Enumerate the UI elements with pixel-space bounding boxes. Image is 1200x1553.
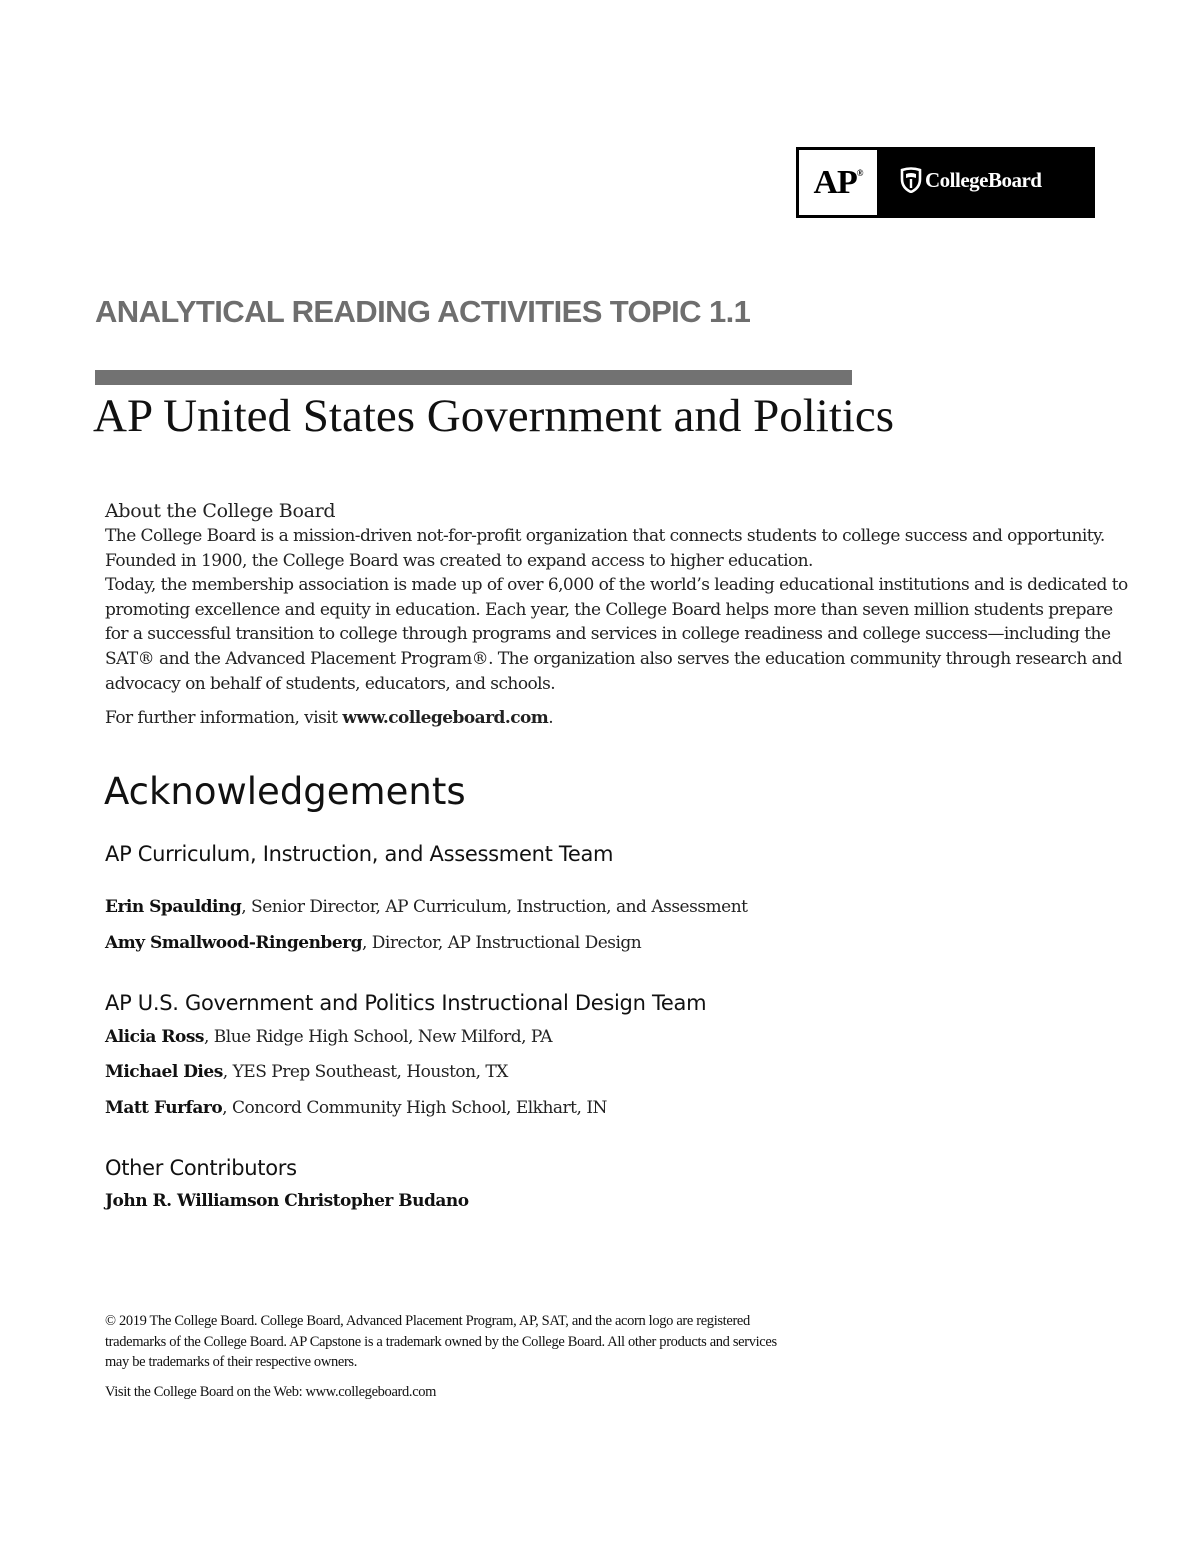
other-contributors-heading: Other Contributors xyxy=(105,1156,297,1180)
visit-web-line: Visit the College Board on the Web: www.collegeboard.com xyxy=(105,1383,437,1400)
team-member: Erin Spaulding, Senior Director, AP Curriculum, Instruction, and Assessment xyxy=(105,897,748,917)
team2-heading: AP U.S. Government and Politics Instructional Design Team xyxy=(105,991,707,1015)
about-section xyxy=(105,498,1135,731)
further-info: For further information, visit www.collegeboard.com. xyxy=(105,708,554,729)
about-heading: About the College Board xyxy=(105,500,336,522)
team-member: Alicia Ross, Blue Ridge High School, New Milford, PA xyxy=(105,1027,553,1047)
other-contributors-names: John R. Williamson Christopher Budano xyxy=(105,1191,469,1211)
collegeboard-link[interactable]: www.collegeboard.com xyxy=(342,708,549,729)
about-paragraph-2: Today, the membership association is made up of over 6,000 of the world’s leading educational institutions and is dedicated to promoting excellence and equity in education. Each year, the College Board helps more than seven million students prepare for a successful transition to college through programs and services in college readiness and college success—including the SAT® and the Advanced Placement Program®. The organization also serves the education community through research and advocacy on behalf of students, educators, and schools. xyxy=(105,575,1128,694)
ap-logo-text: AP® xyxy=(813,163,863,201)
team1-heading: AP Curriculum, Instruction, and Assessment Team xyxy=(105,842,614,866)
topic-heading: ANALYTICAL READING ACTIVITIES TOPIC 1.1 xyxy=(95,294,751,329)
acorn-icon xyxy=(900,167,922,193)
collegeboard-logo xyxy=(900,167,1041,193)
team-member: Michael Dies, YES Prep Southeast, Houston, TX xyxy=(105,1062,508,1082)
footer xyxy=(105,1311,785,1402)
title-divider xyxy=(95,370,852,385)
ap-logo-box xyxy=(799,150,877,215)
team-member: Amy Smallwood-Ringenberg, Director, AP Instructional Design xyxy=(105,933,642,953)
course-title: AP United States Government and Politics xyxy=(93,390,895,442)
team-member: Matt Furfaro, Concord Community High School, Elkhart, IN xyxy=(105,1098,607,1118)
copyright-notice: © 2019 The College Board. College Board, Advanced Placement Program, AP, SAT, and the acorn logo are registered trademarks of the College Board. AP Capstone is a trademark owned by the College Board. All other products and services may be trademarks of their respective owners. xyxy=(105,1313,777,1370)
collegeboard-logo-text: CollegeBoard xyxy=(925,167,1042,192)
about-paragraph-1: The College Board is a mission-driven not-for-profit organization that connects students to college success and opportunity. Founded in 1900, the College Board was created to expand access to higher education. xyxy=(105,526,1105,571)
acknowledgements-title: Acknowledgements xyxy=(104,770,466,813)
ap-collegeboard-logo xyxy=(796,147,1095,218)
